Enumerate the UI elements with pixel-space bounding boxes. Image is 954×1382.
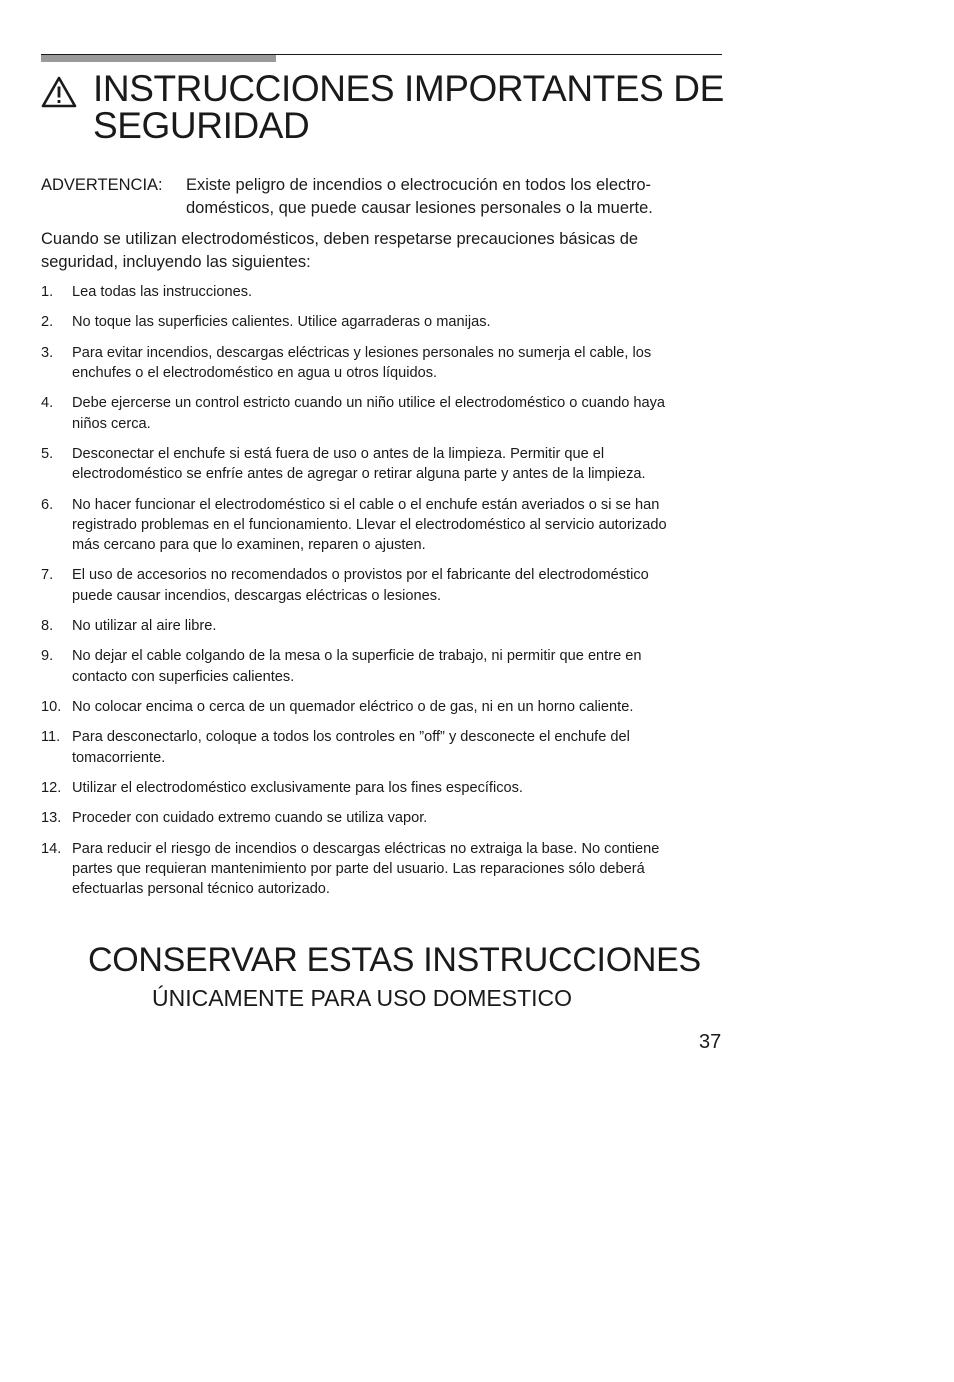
list-item-text: Para desconectarlo, coloque a todos los controles en ”off” y desconecte el enchufe del: [72, 729, 630, 746]
list-item-number: 8.: [41, 617, 54, 634]
list-item-number: 7.: [41, 567, 54, 584]
page-title-line-1: INSTRUCCIONES IMPORTANTES DE: [93, 68, 724, 109]
list-item-text: efectuarlas personal técnico autorizado.: [72, 881, 330, 898]
list-item-text: No colocar encima o cerca de un quemador eléctrico o de gas, ni en un horno caliente.: [72, 698, 634, 715]
list-item-text: tomacorriente.: [72, 749, 166, 766]
list-item: [41, 282, 716, 302]
list-item: [41, 312, 716, 332]
warning-text-line-1: Existe peligro de incendios o electrocución en todos los electro-: [186, 176, 652, 194]
list-item-text: registrado problemas en el funcionamiento. Llevar el electrodoméstico al servicio autorizado: [72, 516, 667, 533]
intro-line-1: Cuando se utilizan electrodomésticos, deben respetarse precauciones básicas de: [41, 230, 639, 248]
list-item-text: enchufes o el electrodoméstico en agua u otros líquidos.: [72, 364, 438, 381]
list-item: [41, 616, 716, 636]
intro-paragraph: [41, 228, 701, 273]
list-item-number: 5.: [41, 445, 54, 462]
list-item-text: No hacer funcionar el electrodoméstico si el cable o el enchufe están averiados o si se han: [72, 496, 660, 513]
list-item-number: 4.: [41, 395, 54, 412]
list-item-text: niños cerca.: [72, 415, 151, 432]
list-item: [41, 778, 716, 798]
list-item: [41, 839, 716, 900]
page-title: [41, 70, 731, 144]
list-item: [41, 495, 716, 556]
list-item: [41, 646, 716, 686]
page-title-line-2: SEGURIDAD: [93, 105, 310, 146]
list-item: [41, 697, 716, 717]
list-item-text: No toque las superficies calientes. Utilice agarraderas o manijas.: [72, 314, 491, 331]
warning-text: [186, 174, 701, 219]
list-item-text: contacto con superficies calientes.: [72, 668, 295, 685]
list-item: [41, 808, 716, 828]
list-item-number: 10.: [41, 698, 62, 715]
keep-instructions-heading: CONSERVAR ESTAS INSTRUCCIONES: [88, 941, 701, 979]
list-item-number: 14.: [41, 840, 62, 857]
list-item-text: El uso de accesorios no recomendados o provistos por el fabricante del electrodoméstico: [72, 567, 649, 584]
list-item: [41, 393, 716, 433]
list-item-number: 2.: [41, 314, 54, 331]
warning-block: [41, 174, 701, 219]
intro-line-2: seguridad, incluyendo las siguientes:: [41, 252, 311, 271]
list-item-text: Proceder con cuidado extremo cuando se utiliza vapor.: [72, 810, 428, 827]
list-item-text: Lea todas las instrucciones.: [72, 284, 253, 300]
warning-text-line-2: domésticos, que puede causar lesiones personales o la muerte.: [186, 198, 653, 217]
list-item-text: más cercano para que lo examinen, reparen o ajusten.: [72, 536, 426, 553]
list-item-text: Para reducir el riesgo de incendios o descargas eléctricas no extraiga la base. No contiene: [72, 840, 660, 857]
list-item-number: 11.: [41, 729, 61, 746]
list-item: [41, 444, 716, 484]
list-item: [41, 343, 716, 383]
list-item-number: 1.: [41, 284, 54, 300]
list-item-text: puede causar incendios, descargas eléctricas o lesiones.: [72, 587, 442, 604]
list-item-text: Debe ejercerse un control estricto cuando un niño utilice el electrodoméstico o cuando haya: [72, 395, 666, 412]
list-item-text: No dejar el cable colgando de la mesa o la superficie de trabajo, ni permitir que entre en: [72, 648, 642, 665]
warning-label: ADVERTENCIA:: [41, 176, 163, 194]
list-item: [41, 727, 716, 767]
list-item-text: electrodoméstico se enfríe antes de agregar o retirar alguna parte y antes de la limpieza.: [72, 466, 646, 483]
list-item-text: Utilizar el electrodoméstico exclusivamente para los fines específicos.: [72, 779, 523, 796]
page-number: 37: [699, 1031, 722, 1053]
list-item-text: Para evitar incendios, descargas eléctricas y lesiones personales no sumerja el cable, los: [72, 344, 652, 361]
list-item-number: 9.: [41, 648, 54, 665]
warning-triangle-icon: [41, 76, 77, 108]
list-item-number: 13.: [41, 810, 62, 827]
list-item-text: partes que requieran mantenimiento por parte del usuario. Las reparaciones sólo deberá: [72, 860, 645, 877]
list-item-number: 12.: [41, 779, 62, 796]
household-use-subheading: ÚNICAMENTE PARA USO DOMESTICO: [152, 985, 573, 1011]
instruction-list: [41, 282, 716, 910]
title-block: [41, 70, 731, 144]
list-item-number: 3.: [41, 344, 54, 361]
list-item: [41, 565, 716, 605]
list-item-text: Desconectar el enchufe si está fuera de uso o antes de la limpieza. Permitir que el: [72, 445, 605, 462]
list-item-text: No utilizar al aire libre.: [72, 617, 217, 634]
header-accent-bar: [41, 55, 276, 62]
list-item-number: 6.: [41, 496, 54, 513]
